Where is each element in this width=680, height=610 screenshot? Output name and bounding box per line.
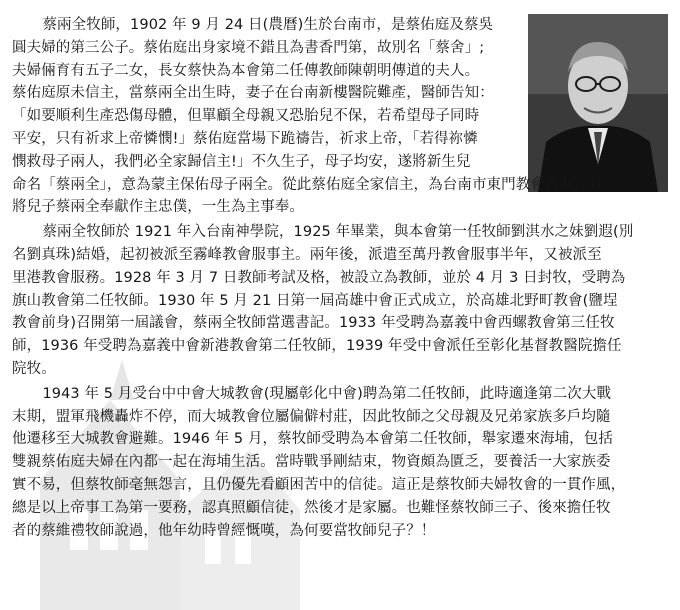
paragraph-2-line: 里港教會服務。1928 年 3 月 7 日教師考試及格，被設立為教師，並於 4 月 3 日封牧，受聘為: [12, 269, 626, 286]
paragraph-1-line: 平安，只有祈求上帝憐憫!」蔡佑庭當場下跪禱告，祈求上帝，「若得祢憐: [12, 130, 478, 147]
paragraph-3: [12, 383, 668, 543]
paragraph-1-line: 夫婦倆育有五子二女，長女蔡快為本會第二任傳教師陳朝明傳道的夫人。: [12, 62, 480, 79]
paragraph-2: [12, 221, 668, 381]
paragraph-2-line: 名劉真珠)結婚，起初被派至霧峰教會服事主。兩年後，派遣至萬丹教會服事半年，又被派至: [12, 246, 602, 263]
paragraph-1-line: 蔡兩全牧師，1902 年 9 月 24 日(農曆)生於台南市，是蔡佑庭及蔡吳: [42, 17, 494, 33]
paragraph-2-line: 旗山教會第二任牧師。1930 年 5 月 21 日第一屆高雄中會正式成立，於高雄北野町教會(鹽埕: [12, 292, 618, 309]
paragraph-3-line: 他遷移至大城教會避難。1946 年 5 月，蔡牧師受聘為本會第二任牧師，舉家遷來海埔，包括: [12, 431, 613, 448]
paragraph-2-line: 教會前身)召開第一屆議會，蔡兩全牧師當選書記。1933 年受聘為嘉義中會西螺教會第三任牧: [12, 315, 615, 332]
article-body: [12, 14, 668, 542]
paragraph-1-line: 蔡佑庭原未信主，當蔡兩全出生時，妻子在台南新樓醫院難產，醫師告知：: [12, 85, 494, 102]
paragraph-3-line: 總是以上帝事工為第一要務，認真照顧信徒，然後才是家屬。也難怪蔡牧師三子、後來擔任牧: [12, 499, 611, 516]
paragraph-3-line: 雙親蔡佑庭夫婦在內都一起在海埔生活。當時戰爭剛結束，物資頗為匱乏，要養活一大家族委: [12, 454, 611, 471]
paragraph-2-line: 院牧。: [12, 360, 56, 377]
paragraph-1-line: 憫救母子兩人，我們必全家歸信主!」不久生子，母子均安，遂將新生兒: [12, 153, 471, 170]
paragraph-1: [12, 14, 668, 219]
paragraph-3-line: 實不易，但蔡牧師毫無怨言，且仍優先看顧困苦中的信徒。這正是蔡牧師夫婦牧會的一貫作風，: [12, 476, 626, 493]
paragraph-3-line: 末期，盟軍飛機轟炸不停，而大城教會位屬偏僻村莊，因此牧師之父母親及兄弟家族多戶均隨: [12, 408, 611, 425]
paragraph-2-line: 師，1936 年受聘為嘉義中會新港教會第二任牧師，1939 年受中會派任至彰化基督教醫院擔任: [12, 338, 622, 355]
paragraph-1-line: 「如要順利生產恐傷母體，但單顧全母親又恐胎兒不保，若希望母子同時: [12, 108, 480, 125]
paragraph-3-line: 者的蔡維禮牧師說過，他年幼時曾經慨嘆，為何要當牧師兒子？！: [12, 522, 436, 539]
paragraph-1-line: 命名「蔡兩全」，意為蒙主保佑母子兩全。從此蔡佑庭全家信主，為台南市東門教會會友，且: [12, 176, 604, 193]
paragraph-1-line: 圓夫婦的第三公子。蔡佑庭出身家境不錯且為書香門第，故別名「蔡舍」;: [12, 39, 485, 56]
paragraph-1-line: 將兒子蔡兩全奉獻作主忠僕，一生為主事奉。: [12, 199, 304, 216]
paragraph-2-line: 蔡兩全牧師於 1921 年入台南神學院，1925 年畢業，與本會第一任牧師劉淇水之妹劉遐(別: [42, 224, 634, 241]
paragraph-3-line: 1943 年 5 月受台中中會大城教會(現屬彰化中會)聘為第二任牧師，此時適逢第二次大戰: [42, 385, 612, 402]
